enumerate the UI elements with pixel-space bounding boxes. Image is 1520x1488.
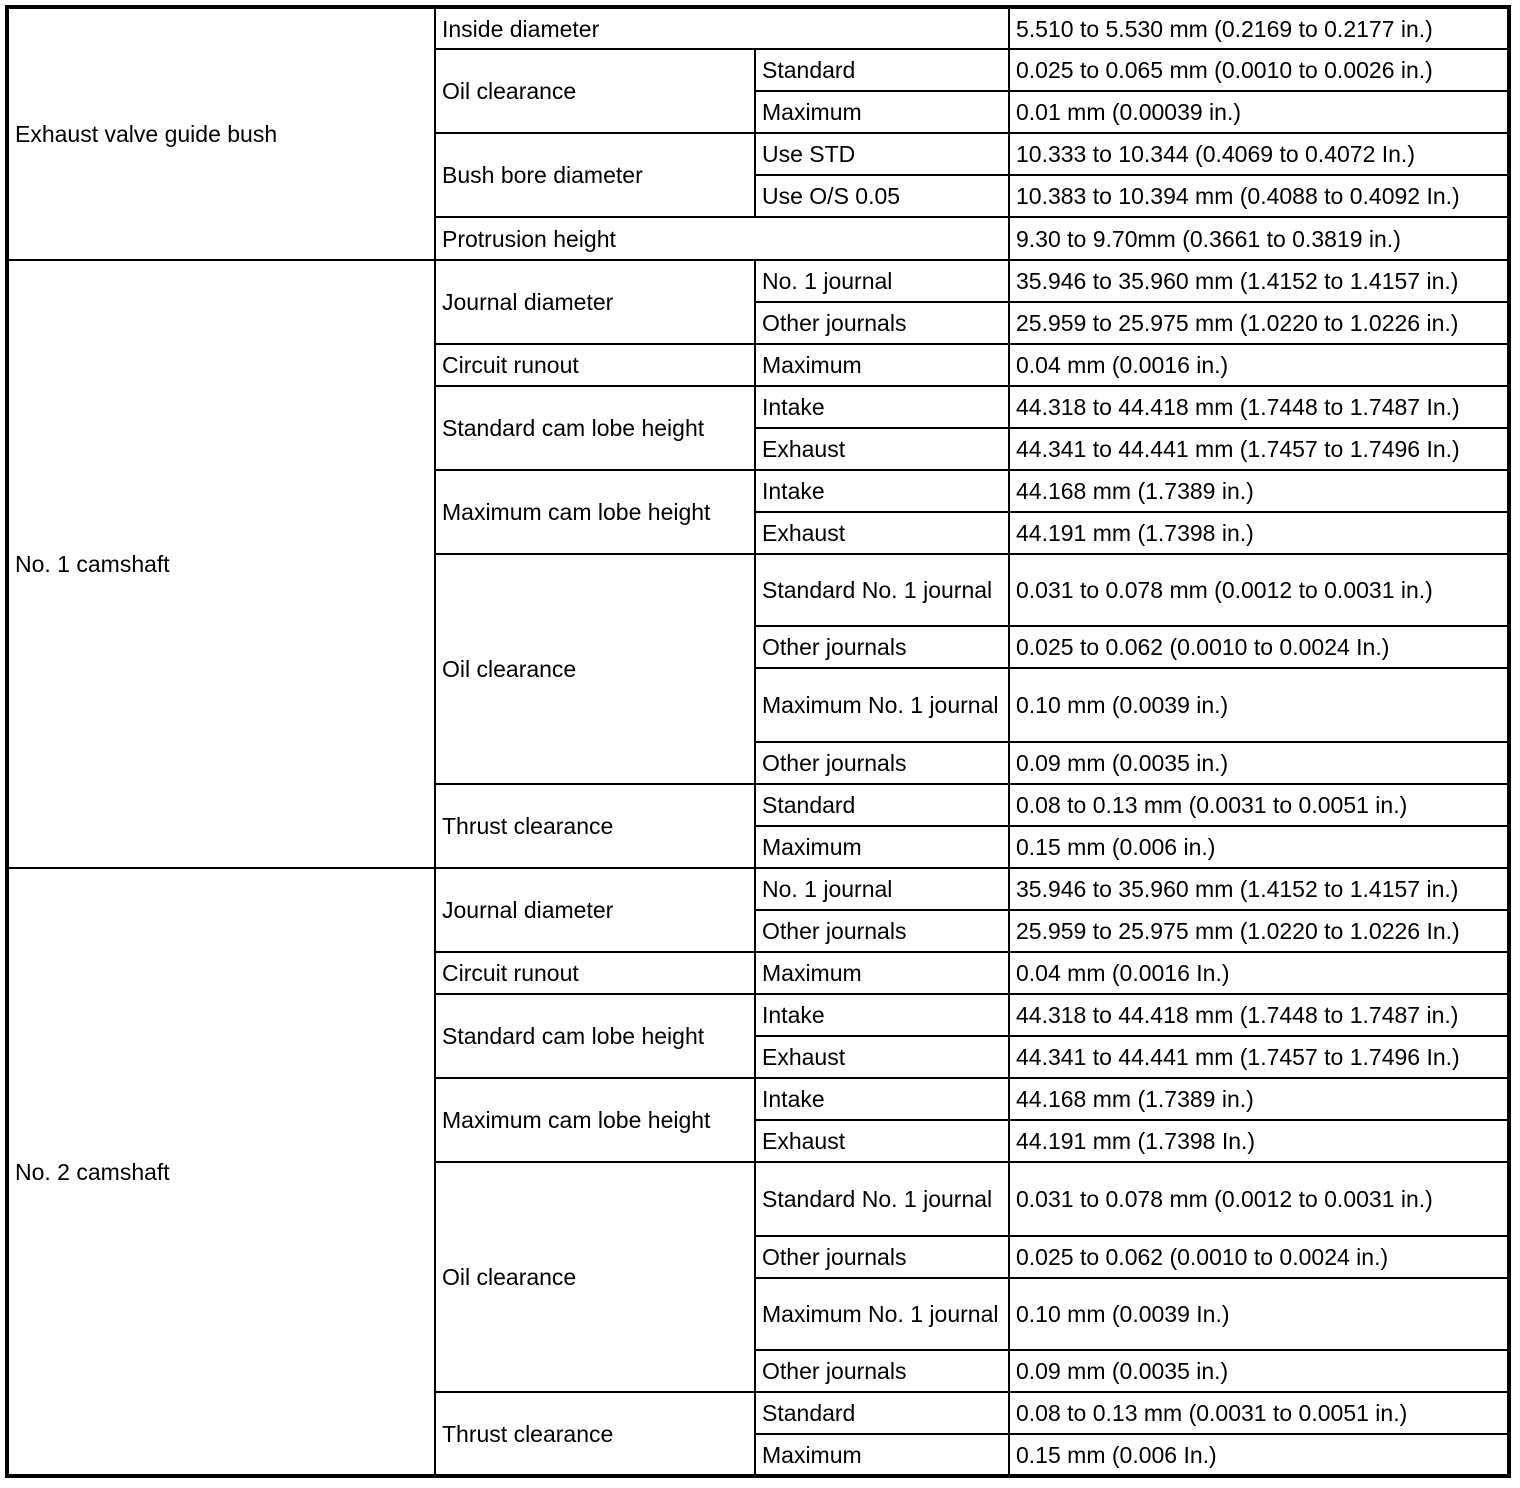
table-row [7, 260, 1509, 302]
spec-value: 0.01 mm (0.00039 in.) [1009, 91, 1509, 133]
spec-value: 0.09 mm (0.0035 in.) [1009, 1350, 1509, 1392]
item-name: Protrusion height [435, 217, 1009, 260]
condition: Exhaust [755, 1120, 1009, 1162]
spec-value: 44.341 to 44.441 mm (1.7457 to 1.7496 In.) [1009, 1036, 1509, 1078]
condition: Intake [755, 386, 1009, 428]
table-row [7, 7, 1509, 49]
part-name: No. 2 camshaft [7, 868, 435, 1476]
item-name: Bush bore diameter [435, 133, 755, 217]
spec-value: 10.383 to 10.394 mm (0.4088 to 0.4092 In.) [1009, 175, 1509, 217]
condition: Maximum [755, 952, 1009, 994]
spec-value: 0.04 mm (0.0016 In.) [1009, 952, 1509, 994]
spec-value: 0.08 to 0.13 mm (0.0031 to 0.0051 in.) [1009, 784, 1509, 826]
condition: Other journals [755, 1350, 1009, 1392]
condition: Use O/S 0.05 [755, 175, 1009, 217]
spec-value: 0.031 to 0.078 mm (0.0012 to 0.0031 in.) [1009, 554, 1509, 626]
spec-value: 44.318 to 44.418 mm (1.7448 to 1.7487 in.) [1009, 994, 1509, 1036]
condition: Intake [755, 994, 1009, 1036]
condition: No. 1 journal [755, 260, 1009, 302]
spec-value: 5.510 to 5.530 mm (0.2169 to 0.2177 in.) [1009, 7, 1509, 49]
item-name: Maximum cam lobe height [435, 1078, 755, 1162]
item-name: Thrust clearance [435, 784, 755, 868]
spec-value: 44.168 mm (1.7389 in.) [1009, 470, 1509, 512]
spec-value: 9.30 to 9.70mm (0.3661 to 0.3819 in.) [1009, 217, 1509, 260]
condition: Intake [755, 1078, 1009, 1120]
condition: Maximum [755, 826, 1009, 868]
condition: Maximum No. 1 journal [755, 1278, 1009, 1350]
item-name: Standard cam lobe height [435, 386, 755, 470]
part-name: No. 1 camshaft [7, 260, 435, 868]
condition: Maximum [755, 344, 1009, 386]
condition: Exhaust [755, 512, 1009, 554]
condition: Standard [755, 1392, 1009, 1434]
condition: Intake [755, 470, 1009, 512]
item-name: Oil clearance [435, 554, 755, 784]
item-name: Maximum cam lobe height [435, 470, 755, 554]
spec-value: 44.191 mm (1.7398 in.) [1009, 512, 1509, 554]
spec-table [5, 5, 1511, 1478]
spec-value: 0.08 to 0.13 mm (0.0031 to 0.0051 in.) [1009, 1392, 1509, 1434]
condition: Standard [755, 784, 1009, 826]
spec-value: 44.168 mm (1.7389 in.) [1009, 1078, 1509, 1120]
item-name: Thrust clearance [435, 1392, 755, 1476]
condition: Other journals [755, 910, 1009, 952]
condition: Use STD [755, 133, 1009, 175]
spec-value: 0.025 to 0.062 (0.0010 to 0.0024 in.) [1009, 1236, 1509, 1278]
spec-value: 44.318 to 44.418 mm (1.7448 to 1.7487 In.) [1009, 386, 1509, 428]
spec-value: 0.04 mm (0.0016 in.) [1009, 344, 1509, 386]
item-name: Oil clearance [435, 49, 755, 133]
spec-value: 25.959 to 25.975 mm (1.0220 to 1.0226 in.) [1009, 302, 1509, 344]
condition: Other journals [755, 1236, 1009, 1278]
spec-value: 0.10 mm (0.0039 In.) [1009, 1278, 1509, 1350]
spec-value: 0.025 to 0.065 mm (0.0010 to 0.0026 in.) [1009, 49, 1509, 91]
spec-value: 25.959 to 25.975 mm (1.0220 to 1.0226 In.) [1009, 910, 1509, 952]
item-name: Journal diameter [435, 868, 755, 952]
spec-value: 10.333 to 10.344 (0.4069 to 0.4072 In.) [1009, 133, 1509, 175]
condition: No. 1 journal [755, 868, 1009, 910]
spec-value: 0.10 mm (0.0039 in.) [1009, 668, 1509, 742]
spec-value: 0.025 to 0.062 (0.0010 to 0.0024 In.) [1009, 626, 1509, 668]
spec-value: 0.09 mm (0.0035 in.) [1009, 742, 1509, 784]
item-name: Journal diameter [435, 260, 755, 344]
spec-value: 35.946 to 35.960 mm (1.4152 to 1.4157 in.) [1009, 868, 1509, 910]
spec-value: 35.946 to 35.960 mm (1.4152 to 1.4157 in.) [1009, 260, 1509, 302]
condition: Standard No. 1 journal [755, 1162, 1009, 1236]
condition: Other journals [755, 742, 1009, 784]
item-name: Standard cam lobe height [435, 994, 755, 1078]
condition: Maximum [755, 1434, 1009, 1476]
condition: Maximum No. 1 journal [755, 668, 1009, 742]
part-name: Exhaust valve guide bush [7, 7, 435, 260]
spec-value: 0.15 mm (0.006 In.) [1009, 1434, 1509, 1476]
spec-value: 44.191 mm (1.7398 In.) [1009, 1120, 1509, 1162]
condition: Exhaust [755, 1036, 1009, 1078]
condition: Maximum [755, 91, 1009, 133]
spec-value: 0.15 mm (0.006 in.) [1009, 826, 1509, 868]
condition: Other journals [755, 626, 1009, 668]
item-name: Circuit runout [435, 344, 755, 386]
item-name: Circuit runout [435, 952, 755, 994]
condition: Other journals [755, 302, 1009, 344]
spec-value: 0.031 to 0.078 mm (0.0012 to 0.0031 in.) [1009, 1162, 1509, 1236]
condition: Standard No. 1 journal [755, 554, 1009, 626]
spec-value: 44.341 to 44.441 mm (1.7457 to 1.7496 In.) [1009, 428, 1509, 470]
condition: Standard [755, 49, 1009, 91]
table-row [7, 868, 1509, 910]
item-name: Oil clearance [435, 1162, 755, 1392]
item-name: Inside diameter [435, 7, 1009, 49]
condition: Exhaust [755, 428, 1009, 470]
